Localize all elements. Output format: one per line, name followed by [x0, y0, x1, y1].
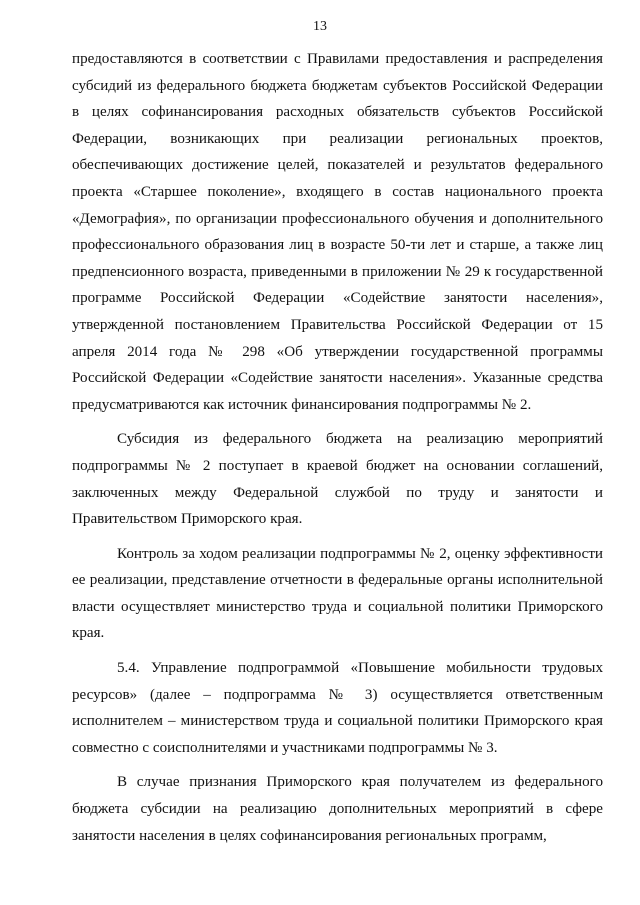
paragraph-control: Контроль за ходом реализации подпрограммы № 2, оценку эффективности ее реализации, представление отчетности в федеральные органы исполнительной власти осуществляет министерство труда и социальной политики Приморского края.: [72, 545, 603, 642]
paragraph-gap: [72, 647, 603, 655]
page-number: 13: [313, 19, 327, 34]
paragraph-recipient: В случае признания Приморского края получателем из федерального бюджета субсидии на реализацию дополнительных мероприятий в сфере занятости населения в целях софинансирования региональных программ,: [72, 774, 603, 844]
document-body: [72, 46, 603, 849]
paragraph-gap: [72, 533, 603, 541]
paragraph-continuation: предоставляются в соответствии с Правилами предоставления и распределения субсидий из федерального бюджета бюджетам субъектов Российской Федерации в целях софинансирования расходных обязательств субъектов Российской Федерации, возникающих при реализации региональных проектов, обеспечивающих достижение целей, показателей и результатов федерального проекта «Старшее поколение», входящего в состав национального проекта «Демография», по организации профессионального обучения и дополнительного профессионального образования лиц в возрасте 50-ти лет и старше, а также лиц предпенсионного возраста, приведенными в приложении № 29 к государственной программе Российской Федерации «Содействие занятости населения», утвержденной постановлением Правительства Российской Федерации от 15 апреля 2014 года № 298 «Об утверждении государственной программы Российской Федерации «Содействие занятости населения». Указанные средства предусматриваются как источник финансирования подпрограммы № 2.: [72, 51, 603, 413]
paragraph-section-5-4: 5.4. Управление подпрограммой «Повышение мобильности трудовых ресурсов» (далее – подпрограмма № 3) осуществляется ответственным исполнителем – министерством труда и социальной политики Приморского края совместно с соисполнителями и участниками подпрограммы № 3.: [72, 660, 603, 756]
paragraph-subsidy: Субсидия из федерального бюджета на реализацию мероприятий подпрограммы № 2 поступает в краевой бюджет на основании соглашений, заключенных между Федеральной службой по труду и занятости и Правительством Приморского края.: [72, 431, 603, 528]
paragraph-gap: [72, 418, 603, 426]
paragraph-gap: [72, 761, 603, 769]
